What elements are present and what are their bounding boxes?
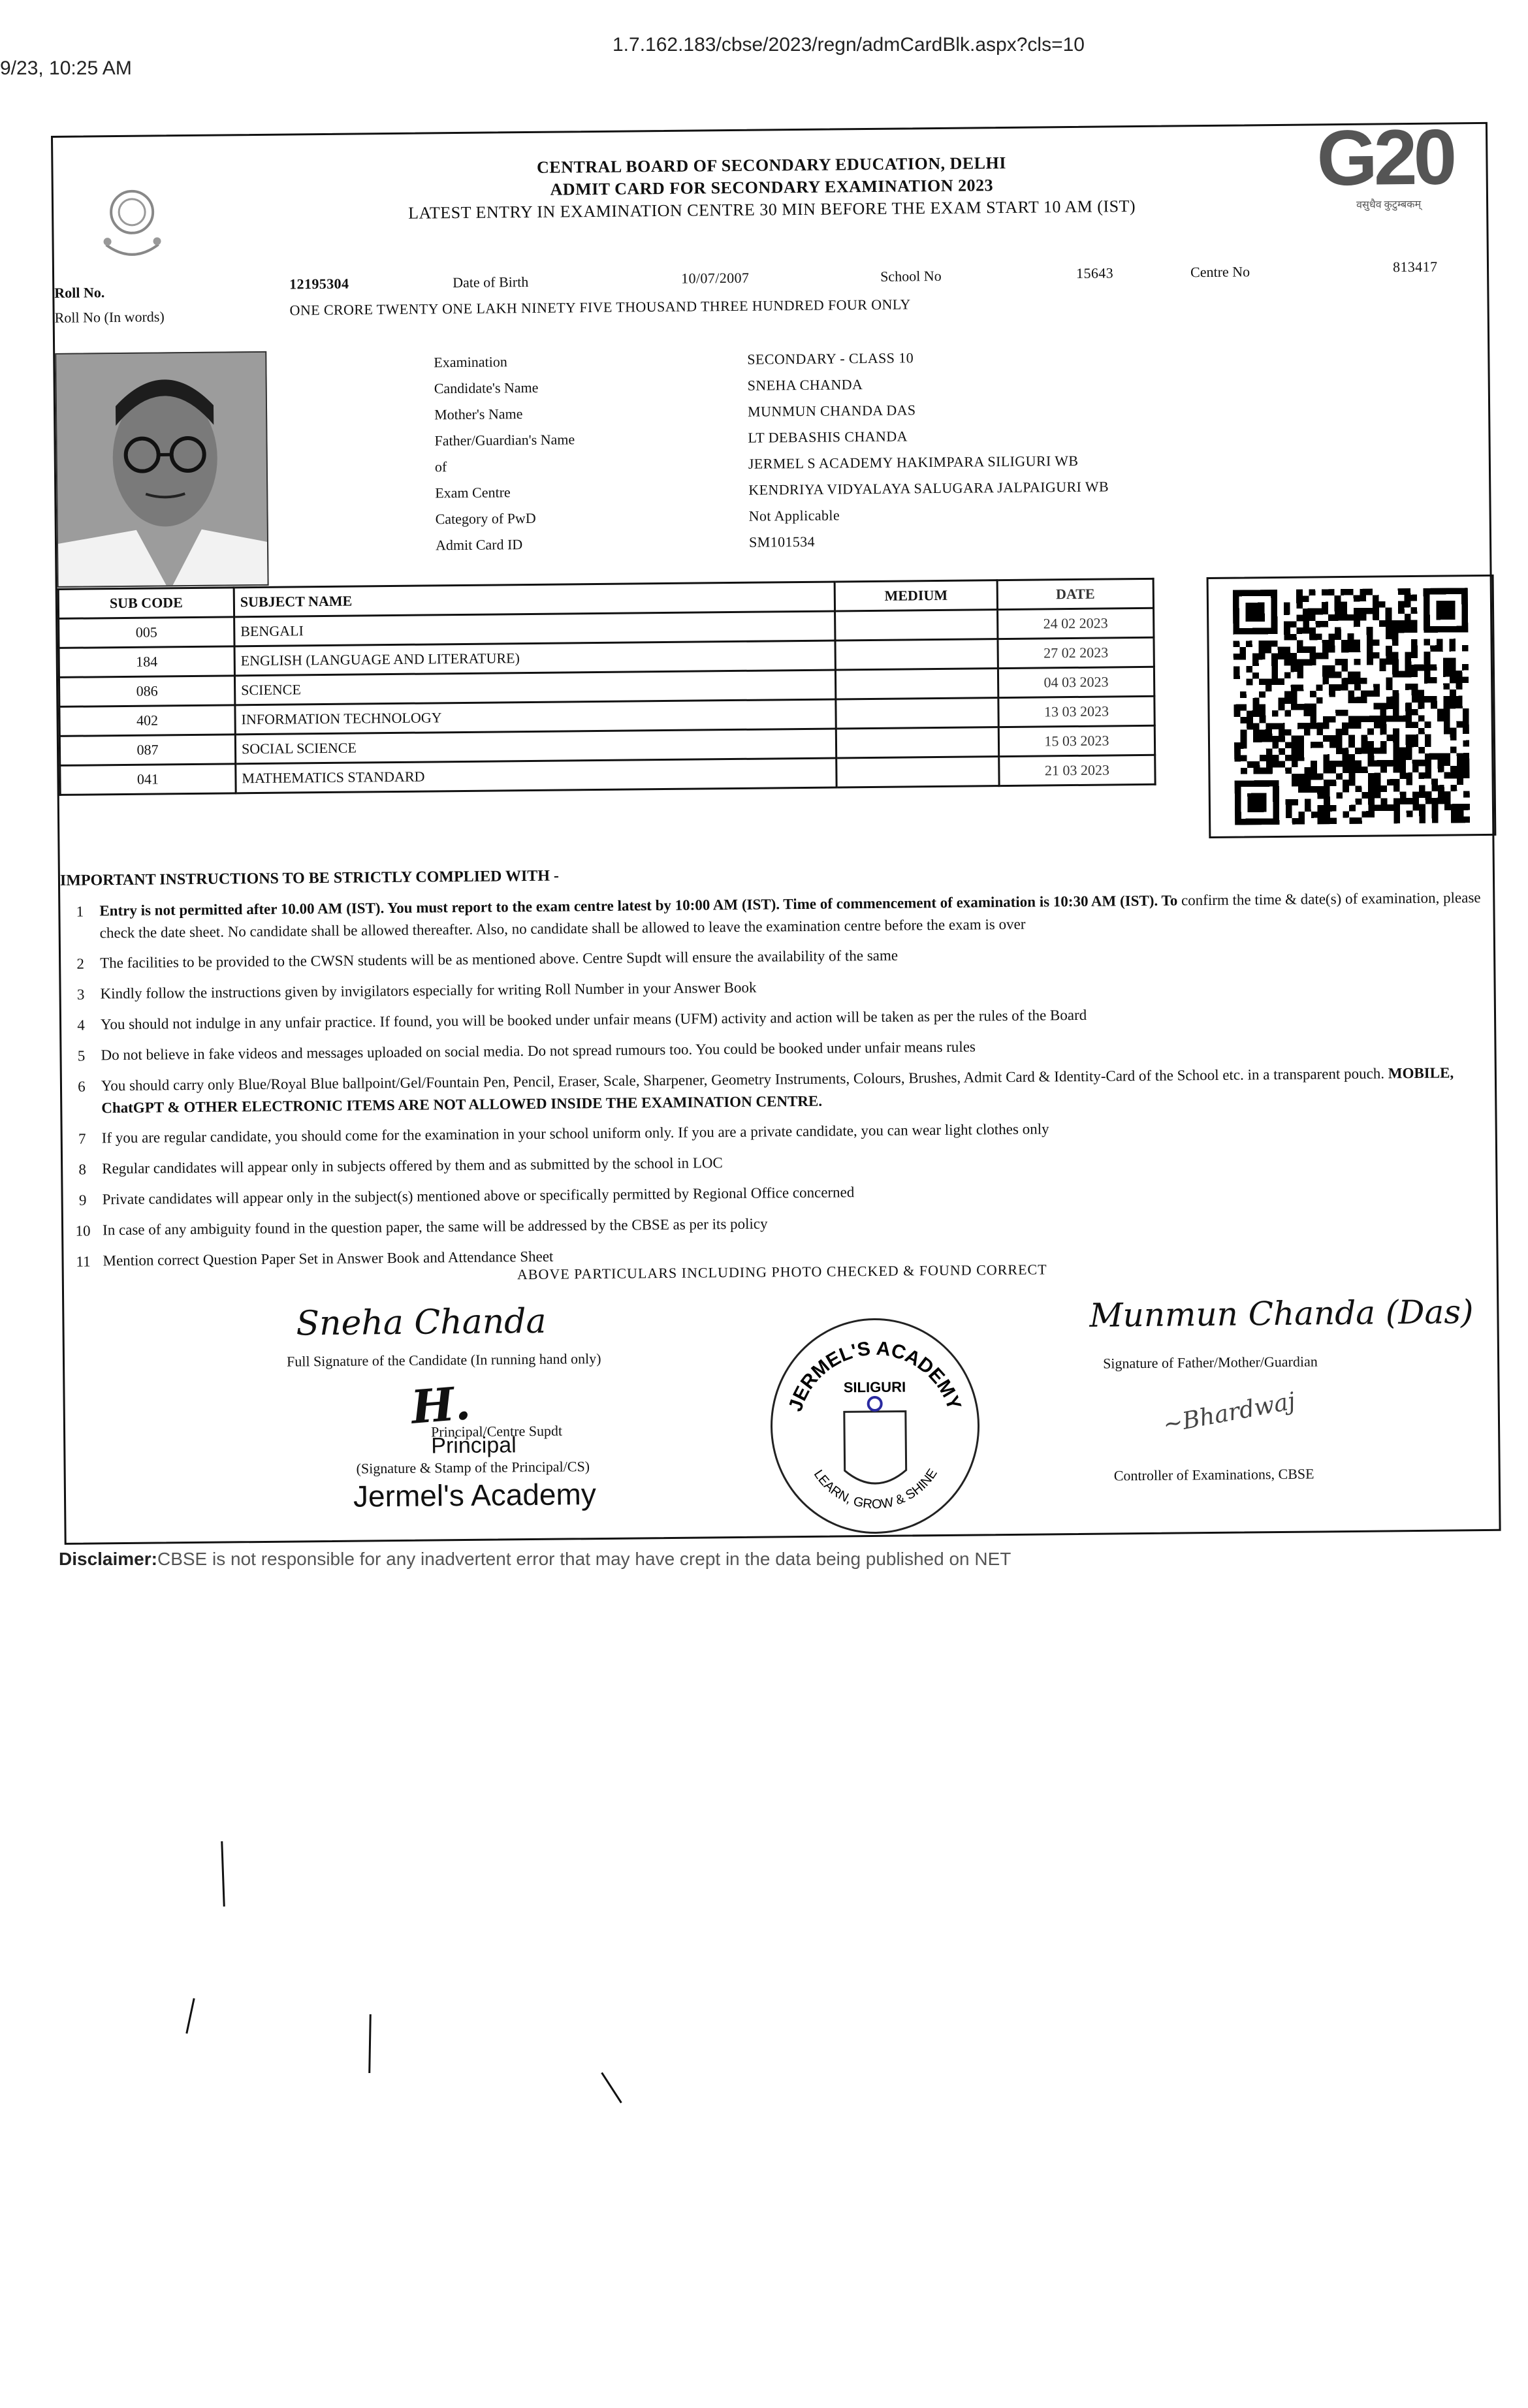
- instruction-bold-text: MOBILE, ChatGPT & OTHER ELECTRONIC ITEMS ARE NOT ALLOWED INSIDE THE EXAMINATION CENTRE.: [101, 1064, 1454, 1117]
- subject-name: BENGALI: [234, 611, 835, 646]
- sub-code: 087: [59, 735, 235, 766]
- instruction-text: Kindly follow the instructions given by invigilators especially for writing Roll Number in your Answer Book: [100, 979, 757, 1002]
- medium: [836, 757, 999, 787]
- col-medium: MEDIUM: [835, 580, 997, 611]
- detail-label: Father/Guardian's Name: [434, 431, 575, 449]
- instruction-text: Regular candidates will appear only in subjects offered by them and as submitted by the school in LOC: [102, 1154, 723, 1177]
- candidate-signature: Sneha Chanda: [296, 1301, 547, 1344]
- exam-date: 13 03 2023: [998, 696, 1154, 727]
- subject-name: MATHEMATICS STANDARD: [236, 758, 836, 793]
- sub-code: 005: [59, 617, 234, 648]
- detail-label: Exam Centre: [435, 484, 511, 501]
- instruction-text: You should not indulge in any unfair practice. If found, you will be booked under unfair means (UFM) activity and action will be taken as per the rules of the Board: [100, 1006, 1087, 1033]
- instruction-number: 11: [76, 1253, 91, 1270]
- instructions-title: IMPORTANT INSTRUCTIONS TO BE STRICTLY COMPLIED WITH -: [59, 867, 560, 889]
- stamp-bottom-text: LEARN, GROW & SHINE: [810, 1466, 940, 1512]
- instruction-text: The facilities to be provided to the CWSN students will be as mentioned above. Centre Supdt will ensure the availability of the same: [100, 947, 899, 972]
- instruction-text: confirm the time & date(s) of examination, please check the date sheet. No candidate shall be allowed thereafter. Also, no candidate shall be allowed to leave the examination centre before the exam is over: [99, 889, 1481, 942]
- latest-entry-note: LATEST ENTRY IN EXAMINATION CENTRE 30 MIN BEFORE THE EXAM START 10 AM (IST): [407, 197, 1136, 223]
- detail-value: SECONDARY - CLASS 10: [747, 349, 914, 368]
- roll-no-label: Roll No.: [54, 284, 105, 301]
- pen-mark: [185, 1998, 195, 2033]
- subjects-table: [57, 578, 1156, 796]
- medium: [835, 669, 998, 699]
- roll-no-value: 12195304: [289, 275, 349, 293]
- medium: [836, 727, 998, 758]
- detail-label: Examination: [434, 353, 507, 371]
- instruction-number: 4: [77, 1017, 85, 1034]
- instruction-number: 3: [76, 986, 85, 1003]
- detail-value: LT DEBASHIS CHANDA: [748, 428, 908, 446]
- sub-code: 184: [59, 646, 234, 678]
- instruction-text: You should carry only Blue/Royal Blue ballpoint/Gel/Fountain Pen, Pencil, Eraser, Scale, Sharpener, Geometry Instruments, Colours, Brushes, Admit Card & Identity-Card of the School etc. in a transparent pouch.: [101, 1065, 1388, 1094]
- controller-signature: ~Bhardwaj: [1160, 1387, 1297, 1439]
- stamp-top-text: JERMEL'S ACADEMY: [784, 1337, 965, 1414]
- principal-signature: H.: [409, 1375, 473, 1434]
- detail-value: MUNMUN CHANDA DAS: [747, 402, 916, 420]
- board-title: CENTRAL BOARD OF SECONDARY EDUCATION, DELHI: [536, 153, 1007, 177]
- instruction-number: 10: [75, 1222, 91, 1239]
- svg-text:JERMEL'S ACADEMY: [784, 1337, 965, 1414]
- sub-code: 086: [59, 676, 234, 707]
- col-subject-name: SUBJECT NAME: [234, 582, 835, 617]
- page-url: 1.7.162.183/cbse/2023/regn/admCardBlk.aspx?cls=10: [613, 34, 1085, 55]
- subject-name: ENGLISH (LANGUAGE AND LITERATURE): [234, 641, 835, 676]
- instruction-number: 5: [77, 1047, 86, 1064]
- instructions-section: [60, 852, 1494, 1277]
- stamp-middle-text: SILIGURI: [843, 1378, 906, 1396]
- detail-value: SM101534: [748, 533, 816, 550]
- pen-mark: [368, 2014, 372, 2073]
- admit-card-title: ADMIT CARD FOR SECONDARY EXAMINATION 2023: [550, 176, 994, 199]
- medium: [835, 610, 998, 641]
- disclaimer-label: Disclaimer:: [59, 1549, 157, 1569]
- instruction-text: Private candidates will appear only in the subject(s) mentioned above or specifically permitted by Regional Office concerned: [102, 1184, 855, 1208]
- instruction-bold-text: Entry is not permitted after 10.00 AM (IST). You must report to the exam centre latest by 10:00 AM (IST). Time of commencement of examination is 10:30 AM (IST). To: [99, 892, 1178, 919]
- detail-label: Admit Card ID: [435, 536, 523, 554]
- qr-code-icon: [1233, 588, 1470, 825]
- roll-words-label: Roll No (In words): [54, 308, 165, 326]
- detail-value: JERMEL S ACADEMY HAKIMPARA SILIGURI WB: [748, 452, 1079, 472]
- subject-name: SOCIAL SCIENCE: [235, 729, 836, 764]
- sub-code: 402: [59, 705, 235, 737]
- exam-date: 21 03 2023: [999, 755, 1155, 785]
- principal-label: (Signature & Stamp of the Principal/CS): [356, 1458, 590, 1477]
- subject-name: SCIENCE: [234, 670, 835, 705]
- detail-label: of: [434, 458, 447, 475]
- qr-code: [1207, 575, 1497, 838]
- school-no-value: 15643: [1075, 264, 1114, 281]
- instruction-number: 8: [78, 1161, 87, 1178]
- candidate-details: [434, 343, 1109, 558]
- exam-date: 04 03 2023: [998, 667, 1154, 697]
- subject-name: INFORMATION TECHNOLOGY: [235, 699, 836, 735]
- sub-code: 041: [60, 764, 236, 795]
- school-stamp-text: Jermel's Academy: [353, 1477, 597, 1513]
- instruction-number: 6: [78, 1078, 86, 1095]
- instruction-number: 1: [76, 903, 84, 920]
- detail-value: SNEHA CHANDA: [747, 376, 863, 394]
- col-sub-code: SUB CODE: [58, 588, 234, 619]
- particulars-checked-note: ABOVE PARTICULARS INCLUDING PHOTO CHECKED & FOUND CORRECT: [517, 1261, 1047, 1283]
- instruction-number: 7: [78, 1130, 86, 1147]
- detail-label: Mother's Name: [434, 405, 523, 423]
- school-round-stamp: [769, 1317, 980, 1534]
- detail-label: Candidate's Name: [434, 379, 539, 397]
- disclaimer: [59, 1549, 1011, 1570]
- instruction-number: 9: [78, 1192, 87, 1209]
- instruction-text: If you are regular candidate, you should come for the examination in your school uniform only. If you are a private candidate, you can wear light clothes only: [101, 1120, 1049, 1147]
- admit-card: [51, 113, 1501, 1545]
- detail-label: Category of PwD: [435, 509, 536, 528]
- medium: [835, 639, 998, 670]
- disclaimer-text: CBSE is not responsible for any inadvertent error that may have crept in the data being published on NET: [157, 1549, 1011, 1569]
- controller-label: Controller of Examinations, CBSE: [1113, 1465, 1314, 1484]
- detail-value: KENDRIYA VIDYALAYA SALUGARA JALPAIGURI WB: [748, 478, 1109, 498]
- svg-text:LEARN, GROW & SHINE: [811, 1466, 941, 1512]
- instruction-text: Mention correct Question Paper Set in Answer Book and Attendance Sheet: [103, 1248, 554, 1269]
- centre-no-label: Centre No: [1190, 263, 1250, 281]
- guardian-signature: Munmun Chanda (Das): [1089, 1293, 1474, 1335]
- guardian-signature-label: Signature of Father/Mother/Guardian: [1103, 1353, 1318, 1372]
- school-no-label: School No: [880, 267, 942, 285]
- dob-value: 10/07/2007: [681, 269, 750, 287]
- exam-date: 27 02 2023: [998, 637, 1154, 668]
- principal-title: Principal/Centre Supdt: [430, 1422, 563, 1440]
- candidate-photo: [55, 351, 268, 588]
- instruction-text: In case of any ambiguity found in the question paper, the same will be addressed by the CBSE as per its policy: [102, 1215, 768, 1239]
- centre-no-value: 813417: [1392, 258, 1438, 276]
- instruction-text: Do not believe in fake videos and messages uploaded on social media. Do not spread rumours too. You could be booked under unfair means rules: [101, 1038, 976, 1064]
- dob-label: Date of Birth: [453, 273, 529, 291]
- detail-value: Not Applicable: [748, 507, 840, 524]
- candidate-signature-label: Full Signature of the Candidate (In running hand only): [286, 1350, 601, 1370]
- instruction-number: 2: [76, 955, 85, 972]
- print-datetime: 9/23, 10:25 AM: [0, 57, 132, 79]
- col-date: DATE: [997, 578, 1153, 609]
- exam-date: 15 03 2023: [998, 725, 1154, 756]
- roll-words-value: ONE CRORE TWENTY ONE LAKH NINETY FIVE THOUSAND THREE HUNDRED FOUR ONLY: [289, 296, 911, 319]
- g20-logo-icon: G20 वसुधैव कुटुम्बकम्: [1316, 113, 1454, 211]
- principal-stamp-word: Principal: [431, 1433, 517, 1459]
- pen-mark: [601, 2072, 622, 2104]
- exam-date: 24 02 2023: [998, 608, 1154, 639]
- pen-mark: [221, 1841, 225, 1907]
- medium: [836, 698, 998, 729]
